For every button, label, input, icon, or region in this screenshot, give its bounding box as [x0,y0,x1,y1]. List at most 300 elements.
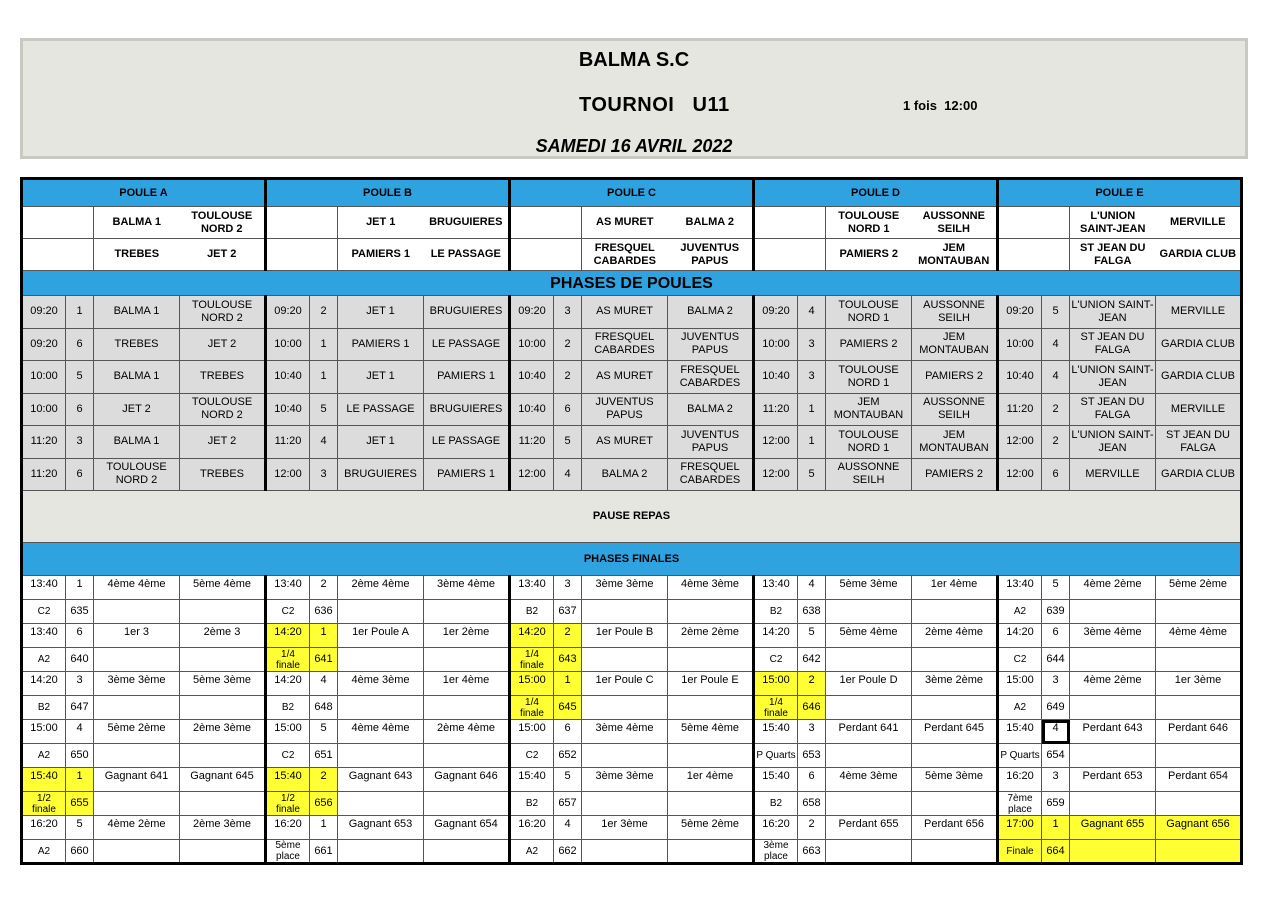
final-team-1: 4ème 2ème [1070,576,1156,600]
final-terrain: 1 [66,576,94,600]
final-time: 15:00 [998,672,1042,696]
final-time: 15:40 [266,768,310,792]
final-match-number: 643 [554,648,582,672]
final-terrain: 4 [798,576,826,600]
team-home: JUVENTUS PAPUS [582,393,668,426]
club-title: BALMA S.C [578,49,690,71]
final-team-1: 2ème 4ème [338,576,424,600]
final-match-number: 656 [310,792,338,816]
empty-cell [912,744,998,768]
empty-cell [582,840,668,864]
empty-cell [754,207,826,239]
terrain-number: 6 [554,393,582,426]
team-home: BALMA 1 [94,426,180,459]
final-terrain: 4 [1042,720,1070,744]
final-time: 13:40 [22,576,66,600]
team-away: JEM MONTAUBAN [912,426,998,459]
team-name: GARDIA CLUB [1156,239,1242,271]
final-time: 15:00 [22,720,66,744]
empty-cell [510,239,582,271]
final-team-2: 5ème 4ème [180,576,266,600]
final-team-2: 3ème 2ème [912,672,998,696]
final-match-number: 662 [554,840,582,864]
final-match-number: 655 [66,792,94,816]
phases-finales-title: PHASES FINALES [22,543,1242,576]
terrain-number: 3 [66,426,94,459]
team-name: BALMA 1 [94,207,180,239]
terrain-number: 3 [554,296,582,329]
empty-cell [1070,696,1156,720]
empty-cell [668,696,754,720]
empty-cell [22,207,94,239]
final-team-2: 2ème 4ème [424,720,510,744]
empty-cell [1070,840,1156,864]
terrain-number: 2 [554,361,582,394]
terrain-number: 4 [1042,361,1070,394]
final-match-number: 642 [798,648,826,672]
final-terrain: 6 [66,624,94,648]
match-time: 10:00 [998,328,1042,361]
empty-cell [582,792,668,816]
team-away: PAMIERS 2 [912,361,998,394]
team-away: TOULOUSE NORD 2 [180,393,266,426]
poule-header: POULE C [510,179,754,207]
terrain-number: 5 [1042,296,1070,329]
terrain-number: 5 [554,426,582,459]
final-match-number: 654 [1042,744,1070,768]
team-name: L'UNION SAINT-JEAN [1070,207,1156,239]
empty-cell [912,792,998,816]
final-team-1: 1er Poule C [582,672,668,696]
empty-cell [94,600,180,624]
empty-cell [338,744,424,768]
empty-cell [582,600,668,624]
match-time: 09:20 [510,296,554,329]
final-match-number: 652 [554,744,582,768]
empty-cell [338,840,424,864]
terrain-number: 5 [66,361,94,394]
empty-cell [180,600,266,624]
team-home: AS MURET [582,296,668,329]
empty-cell [668,648,754,672]
team-name: TOULOUSE NORD 2 [180,207,266,239]
final-team-2: 2ème 3ème [180,720,266,744]
final-team-1: Perdant 643 [1070,720,1156,744]
tournament-title: TOURNOI U11 [579,94,730,116]
final-team-1: 4ème 4ème [94,576,180,600]
final-team-1: 1er 3 [94,624,180,648]
final-label: 1/2 finale [22,792,66,816]
team-home: L'UNION SAINT-JEAN [1070,296,1156,329]
terrain-number: 5 [798,458,826,491]
final-team-1: 3ème 3ème [582,768,668,792]
team-away: MERVILLE [1156,296,1242,329]
empty-cell [668,744,754,768]
team-away: PAMIERS 2 [912,458,998,491]
empty-cell [424,840,510,864]
match-time: 10:00 [22,361,66,394]
final-team-2: 5ème 3ème [180,672,266,696]
final-team-2: Perdant 646 [1156,720,1242,744]
team-home: JEM MONTAUBAN [826,393,912,426]
final-time: 15:00 [510,672,554,696]
final-terrain: 4 [310,672,338,696]
terrain-number: 3 [798,328,826,361]
final-team-2: 5ème 4ème [668,720,754,744]
team-away: MERVILLE [1156,393,1242,426]
team-home: PAMIERS 2 [826,328,912,361]
final-team-2: Perdant 656 [912,816,998,840]
empty-cell [1156,600,1242,624]
final-label: P Quarts [754,744,798,768]
poule-header: POULE E [998,179,1242,207]
empty-cell [1156,840,1242,864]
final-match-number: 661 [310,840,338,864]
final-time: 13:40 [754,576,798,600]
match-time: 10:40 [510,393,554,426]
team-name: BRUGUIERES [424,207,510,239]
match-time: 10:00 [754,328,798,361]
final-label: 7ème place [998,792,1042,816]
final-terrain: 6 [554,720,582,744]
final-time: 14:20 [266,624,310,648]
final-match-number: 647 [66,696,94,720]
terrain-number: 3 [798,361,826,394]
final-team-1: 3ème 3ème [94,672,180,696]
empty-cell [180,792,266,816]
empty-cell [826,696,912,720]
terrain-number: 3 [310,458,338,491]
team-away: FRESQUEL CABARDES [668,458,754,491]
final-match-number: 635 [66,600,94,624]
final-terrain: 5 [554,768,582,792]
final-match-number: 644 [1042,648,1070,672]
match-time: 10:40 [754,361,798,394]
final-time: 15:00 [266,720,310,744]
final-team-1: 1er Poule A [338,624,424,648]
final-team-2: 5ème 2ème [1156,576,1242,600]
team-name: FRESQUEL CABARDES [582,239,668,271]
final-team-1: 1er Poule B [582,624,668,648]
final-terrain: 3 [1042,768,1070,792]
final-terrain: 2 [554,624,582,648]
final-label: 3ème place [754,840,798,864]
final-label: B2 [754,792,798,816]
final-terrain: 3 [554,576,582,600]
final-time: 16:20 [998,768,1042,792]
final-label: 1/4 finale [510,648,554,672]
final-label: A2 [22,648,66,672]
team-away: FRESQUEL CABARDES [668,361,754,394]
empty-cell [912,696,998,720]
final-match-number: 649 [1042,696,1070,720]
empty-cell [424,744,510,768]
team-name: AUSSONNE SEILH [912,207,998,239]
empty-cell [424,600,510,624]
final-time: 15:40 [754,720,798,744]
match-time: 12:00 [754,426,798,459]
final-time: 16:20 [22,816,66,840]
final-label: 1/4 finale [754,696,798,720]
terrain-number: 2 [1042,393,1070,426]
terrain-number: 4 [310,426,338,459]
final-time: 15:40 [22,768,66,792]
empty-cell [94,792,180,816]
final-team-2: Gagnant 646 [424,768,510,792]
team-home: BALMA 2 [582,458,668,491]
final-label: C2 [266,600,310,624]
final-terrain: 5 [66,816,94,840]
final-label: C2 [754,648,798,672]
final-team-2: Perdant 645 [912,720,998,744]
final-match-number: 664 [1042,840,1070,864]
team-home: MERVILLE [1070,458,1156,491]
terrain-number: 6 [66,393,94,426]
final-label: 1/4 finale [266,648,310,672]
terrain-number: 1 [66,296,94,329]
final-team-2: 4ème 3ème [668,576,754,600]
team-name: JET 1 [338,207,424,239]
team-away: LE PASSAGE [424,426,510,459]
team-away: AUSSONNE SEILH [912,393,998,426]
final-match-number: 657 [554,792,582,816]
empty-cell [94,840,180,864]
poule-header: POULE D [754,179,998,207]
final-label: A2 [998,600,1042,624]
poule-header: POULE B [266,179,510,207]
final-label: B2 [266,696,310,720]
final-time: 16:20 [266,816,310,840]
final-match-number: 650 [66,744,94,768]
final-team-1: 5ème 2ème [94,720,180,744]
final-label: B2 [754,600,798,624]
final-terrain: 3 [66,672,94,696]
match-time: 11:20 [22,458,66,491]
final-match-number: 663 [798,840,826,864]
final-team-1: 3ème 3ème [582,576,668,600]
final-terrain: 6 [798,768,826,792]
final-time: 15:40 [754,768,798,792]
team-home: TOULOUSE NORD 1 [826,296,912,329]
final-team-2: 1er 4ème [668,768,754,792]
final-team-2: 1er 2ème [424,624,510,648]
empty-cell [1156,792,1242,816]
final-terrain: 3 [1042,672,1070,696]
final-terrain: 1 [554,672,582,696]
empty-cell [582,648,668,672]
final-label: A2 [22,840,66,864]
team-name: MERVILLE [1156,207,1242,239]
terrain-number: 2 [310,296,338,329]
final-label: C2 [998,648,1042,672]
team-away: GARDIA CLUB [1156,328,1242,361]
empty-cell [94,648,180,672]
team-away: JEM MONTAUBAN [912,328,998,361]
final-time: 15:00 [510,720,554,744]
final-time: 14:20 [266,672,310,696]
team-name: BALMA 2 [668,207,754,239]
team-home: L'UNION SAINT-JEAN [1070,426,1156,459]
match-time: 10:40 [510,361,554,394]
team-name: AS MURET [582,207,668,239]
empty-cell [826,840,912,864]
final-terrain: 2 [798,672,826,696]
terrain-number: 4 [1042,328,1070,361]
final-team-2: 3ème 4ème [424,576,510,600]
empty-cell [510,207,582,239]
final-time: 15:40 [510,768,554,792]
match-time: 10:40 [266,361,310,394]
empty-cell [266,239,338,271]
final-label: P Quarts [998,744,1042,768]
final-terrain: 1 [310,816,338,840]
final-terrain: 6 [1042,624,1070,648]
team-away: LE PASSAGE [424,328,510,361]
empty-cell [1070,648,1156,672]
final-team-1: 3ème 4ème [582,720,668,744]
final-terrain: 1 [66,768,94,792]
empty-cell [998,207,1070,239]
final-terrain: 3 [798,720,826,744]
final-team-2: 1er Poule E [668,672,754,696]
team-home: TOULOUSE NORD 1 [826,426,912,459]
final-terrain: 2 [310,576,338,600]
final-match-number: 641 [310,648,338,672]
final-team-1: 4ème 3ème [338,672,424,696]
final-team-1: 1er Poule D [826,672,912,696]
final-time: 17:00 [998,816,1042,840]
team-away: TREBES [180,458,266,491]
empty-cell [754,239,826,271]
final-team-2: 5ème 3ème [912,768,998,792]
team-name: JUVENTUS PAPUS [668,239,754,271]
final-label: 1/2 finale [266,792,310,816]
terrain-number: 1 [798,426,826,459]
empty-cell [266,207,338,239]
final-team-2: 2ème 3ème [180,816,266,840]
team-home: FRESQUEL CABARDES [582,328,668,361]
match-time: 12:00 [754,458,798,491]
match-time: 09:20 [22,328,66,361]
empty-cell [424,696,510,720]
final-label: A2 [22,744,66,768]
final-team-2: 4ème 4ème [1156,624,1242,648]
team-home: TOULOUSE NORD 2 [94,458,180,491]
team-away: TOULOUSE NORD 2 [180,296,266,329]
final-terrain: 5 [798,624,826,648]
empty-cell [912,600,998,624]
empty-cell [338,696,424,720]
final-time: 14:20 [754,624,798,648]
empty-cell [998,239,1070,271]
final-match-number: 636 [310,600,338,624]
empty-cell [912,840,998,864]
team-name: ST JEAN DU FALGA [1070,239,1156,271]
schedule-table [20,177,1243,865]
final-time: 13:40 [510,576,554,600]
team-name: PAMIERS 1 [338,239,424,271]
final-team-2: 1er 4ème [912,576,998,600]
team-name: LE PASSAGE [424,239,510,271]
empty-cell [668,840,754,864]
empty-cell [424,792,510,816]
final-team-2: Gagnant 656 [1156,816,1242,840]
team-home: PAMIERS 1 [338,328,424,361]
final-terrain: 5 [1042,576,1070,600]
tournament-date: SAMEDI 16 AVRIL 2022 [535,136,733,156]
team-home: LE PASSAGE [338,393,424,426]
team-away: PAMIERS 1 [424,458,510,491]
match-time: 12:00 [266,458,310,491]
empty-cell [1070,744,1156,768]
final-match-number: 660 [66,840,94,864]
final-time: 16:20 [510,816,554,840]
match-time: 11:20 [510,426,554,459]
final-team-2: Perdant 654 [1156,768,1242,792]
empty-cell [1156,648,1242,672]
team-home: JET 1 [338,426,424,459]
team-name: PAMIERS 2 [826,239,912,271]
final-time: 14:20 [22,672,66,696]
final-label: Finale [998,840,1042,864]
terrain-number: 6 [66,328,94,361]
team-away: BRUGUIERES [424,393,510,426]
empty-cell [338,792,424,816]
team-away: GARDIA CLUB [1156,361,1242,394]
empty-cell [826,744,912,768]
empty-cell [1156,696,1242,720]
final-team-1: Gagnant 641 [94,768,180,792]
match-time: 11:20 [266,426,310,459]
team-away: GARDIA CLUB [1156,458,1242,491]
empty-cell [826,648,912,672]
empty-cell [338,600,424,624]
team-home: ST JEAN DU FALGA [1070,393,1156,426]
match-time: 12:00 [998,426,1042,459]
team-away: JUVENTUS PAPUS [668,426,754,459]
match-time: 10:00 [22,393,66,426]
empty-cell [912,648,998,672]
team-away: JET 2 [180,426,266,459]
empty-cell [180,696,266,720]
match-time: 12:00 [998,458,1042,491]
team-home: AUSSONNE SEILH [826,458,912,491]
final-terrain: 5 [310,720,338,744]
terrain-number: 5 [310,393,338,426]
final-match-number: 645 [554,696,582,720]
final-match-number: 659 [1042,792,1070,816]
match-time: 10:00 [266,328,310,361]
team-away: AUSSONNE SEILH [912,296,998,329]
terrain-number: 1 [798,393,826,426]
team-away: TREBES [180,361,266,394]
final-team-2: 2ème 4ème [912,624,998,648]
empty-cell [1070,600,1156,624]
team-home: JET 1 [338,296,424,329]
final-team-1: 4ème 2ème [1070,672,1156,696]
final-team-1: 5ème 3ème [826,576,912,600]
final-time: 14:20 [998,624,1042,648]
final-terrain: 1 [310,624,338,648]
final-label: A2 [510,840,554,864]
final-team-2: Gagnant 654 [424,816,510,840]
final-team-1: 4ème 2ème [94,816,180,840]
final-label: B2 [510,792,554,816]
final-terrain: 4 [66,720,94,744]
terrain-number: 1 [310,361,338,394]
final-team-1: 4ème 3ème [826,768,912,792]
final-label: C2 [510,744,554,768]
